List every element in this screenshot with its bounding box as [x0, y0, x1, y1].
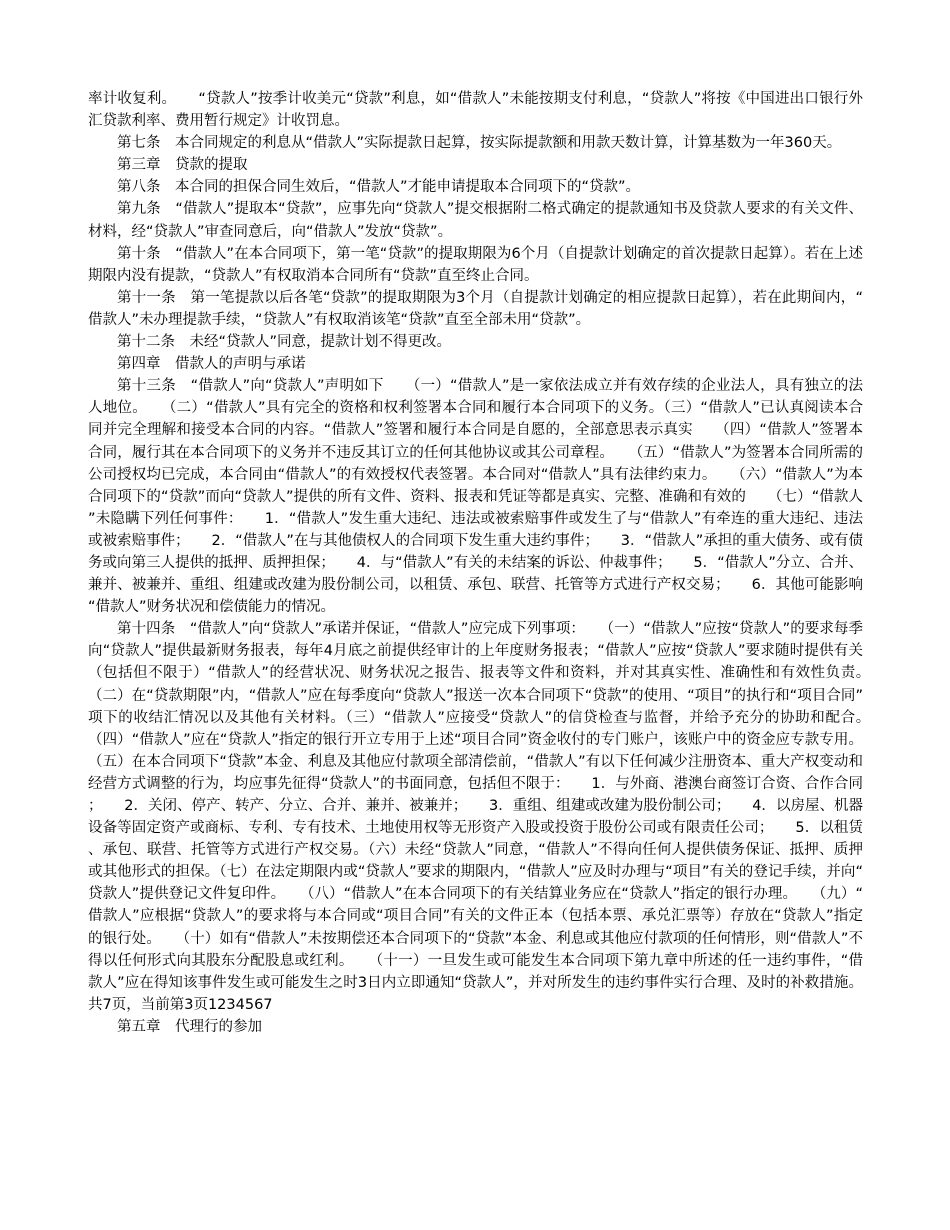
article-9: 第九条 “借款人”提取本“贷款”，应事先向“贷款人”提交根据附二格式确定的提款通知书及贷款人要求的有关文件、材料，经“贷款人”审查同意后，向“借款人”发放“贷款”。: [88, 201, 863, 240]
article-8: 第八条 本合同的担保合同生效后，“借款人”才能申请提取本合同项下的“贷款”。: [117, 179, 641, 196]
article-12: 第十二条 未经“贷款人”同意，提款计划不得更改。: [117, 334, 452, 351]
article-7: 第七条 本合同规定的利息从“借款人”实际提款日起算，按实际提款额和用款天数计算，计算基数为一年360天。: [117, 135, 842, 152]
chapter-5-heading: 第五章 代理行的参加: [117, 1018, 262, 1035]
chapter-4-heading: 第四章 借款人的声明与承诺: [117, 356, 306, 373]
document-page: [88, 88, 892, 1038]
article-11: 第十一条 第一笔提款以后各笔“贷款”的提取期限为3个月（自提款计划确定的相应提款日起算），若在此期间内，“借款人”未办理提款手续，“贷款人”有权取消该笔“贷款”直至全部未用“贷款”。: [88, 289, 863, 328]
chapter-3-heading: 第三章 贷款的提取: [117, 157, 248, 174]
article-13: 第十三条 “借款人”向“贷款人”声明如下 （一）“借款人”是一家依法成立并有效存续的企业法人，具有独立的法人地位。 （二）“借款人”具有完全的资格和权利签署本合同和履行本合同项下的义务。（三）“借款人”已认真阅读本合同并完全理解和接受本合同的内容。“借款人”签署和履行本合同是自愿的，全部意思表示真实 （四）“借款人”签署本合同，履行其在本合同项下的义务并不违反其订立的任何其他协议或其公司章程。 （五）“借款人”为签署本合同所需的公司授权均已完成，本合同由“借款人”的有效授权代表签署。本合同对“借款人”具有法律约束力。 （六）“借款人”为本合同项下的“贷款”而向“贷款人”提供的所有文件、资料、报表和凭证等都是真实、完整、准确和有效的 （七）“借款人”未隐瞒下列任何事件： 1．“借款人”发生重大违纪、违法或被索赔事件或发生了与“借款人”有牵连的重大违纪、违法或被索赔事件； 2．“借款人”在与其他债权人的合同项下发生重大违约事件； 3．“借款人”承担的重大债务、或有债务或向第三人提供的抵押、质押担保； 4．与“借款人”有关的未结案的诉讼、仲裁事件； 5．“借款人”分立、合并、兼并、被兼并、重组、组建或改建为股份制公司，以租赁、承包、联营、托管等方式进行产权交易； 6．其他可能影响“借款人”财务状况和偿债能力的情况。: [88, 378, 863, 616]
article-10: 第十条 “借款人”在本合同项下，第一笔“贷款”的提取期限为6个月（自提款计划确定的首次提款日起算）。若在上述期限内没有提款，“贷款人”有权取消本合同所有“贷款”直至终止合同。: [88, 245, 863, 284]
paragraph-interest-penalty: 率计收复利。 “贷款人”按季计收美元“贷款”利息，如“借款人”未能按期支付利息，“贷款人”将按《中国进出口银行外汇贷款利率、费用暂行规定》计收罚息。: [88, 91, 863, 130]
article-14: 第十四条 “借款人”向“贷款人”承诺并保证，“借款人”应完成下列事项： （一）“借款人”应按“贷款人”的要求每季向“贷款人”提供最新财务报表，每年4月底之前提供经审计的上年度财务报表；“借款人”应按“贷款人”要求随时提供有关（包括但不限于）“借款人”的经营状况、财务状况之报告、报表等文件和资料，并对其真实性、准确性和有效性负责。 （二）在“贷款期限”内，“借款人”应在每季度向“贷款人”报送一次本合同项下“贷款”的使用、“项目”的执行和“项目合同”项下的收结汇情况以及其他有关材料。（三）“借款人”应接受“贷款人”的信贷检查与监督，并给予充分的协助和配合。 （四）“借款人”应在“贷款人”指定的银行开立专用于上述“项目合同”资金收付的专门账户，该账户中的资金应专款专用。（五）在本合同项下“贷款”本金、利息及其他应付款项全部清偿前，“借款人”有以下任何减少注册资本、重大产权变动和经营方式调整的行为，均应事先征得“贷款人”的书面同意，包括但不限于： 1．与外商、港澳台商签订合资、合作合同； 2．关闭、停产、转产、分立、合并、兼并、被兼并； 3．重组、组建或改建为股份制公司； 4．以房屋、机器设备等固定资产或商标、专利、专有技术、土地使用权等无形资产入股或投资于股份公司或有限责任公司； 5．以租赁、承包、联营、托管等方式进行产权交易。（六）未经“贷款人”同意，“借款人”不得向任何人提供债务保证、抵押、质押或其他形式的担保。（七）在法定期限内或“贷款人”要求的期限内，“借款人”应及时办理与“项目”有关的登记手续，并向“贷款人”提供登记文件复印件。 （八）“借款人”在本合同项下的有关结算业务应在“贷款人”指定的银行办理。 （九）“借款人”应根据“贷款人”的要求将与本合同或“项目合同”有关的文件正本（包括本票、承兑汇票等）存放在“贷款人”指定的银行处。 （十）如有“借款人”未按期偿还本合同项下的“贷款”本金、利息或其他应付款项的任何情形，则“借款人”不得以任何形式向其股东分配股息或红利。 （十一）一旦发生或可能发生本合同项下第九章中所述的任一违约事件，“借款人”应在得知该事件发生或可能发生之时3日内立即通知“贷款人”，并对所发生的违约事件实行合理、及时的补救措施。共7页，当前第3页1234567: [88, 621, 892, 1013]
